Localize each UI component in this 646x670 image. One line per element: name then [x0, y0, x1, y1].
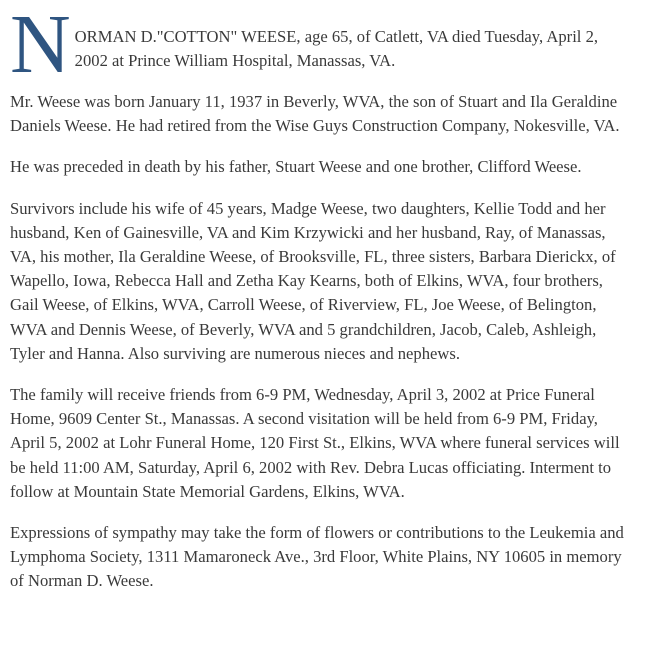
lead-text: ORMAN D."COTTON" WEESE, age 65, of Catlett, VA died Tuesday, April 2, 2002 at Prince William Hospital, Manassas, VA.	[74, 27, 599, 71]
sympathy-paragraph: Expressions of sympathy may take the form of flowers or contributions to the Leukemia and Lymphoma Society, 1311 Mamaroneck Ave., 3rd Floor, White Plains, NY 10605 in memory of Norman D. Weese.	[10, 523, 624, 591]
drop-cap: N	[10, 0, 71, 91]
preceded-paragraph: He was preceded in death by his father, Stuart Weese and one brother, Clifford Weese.	[10, 157, 582, 177]
obituary-article	[10, 0, 632, 611]
lead-paragraph	[10, 0, 632, 91]
services-paragraph: The family will receive friends from 6-9 PM, Wednesday, April 3, 2002 at Price Funeral Home, 9609 Center St., Manassas. A second visitation will be held from 6-9 PM, Friday, April 5, 2002 at Lohr Funeral Home, 120 First St., Elkins, WVA where funeral services will be held 11:00 AM, Saturday, April 6, 2002 with Rev. Debra Lucas officiating. Interment to follow at Mountain State Memorial Gardens, Elkins, WVA.	[10, 385, 620, 501]
survivors-paragraph: Survivors include his wife of 45 years, Madge Weese, two daughters, Kellie Todd and her husband, Ken of Gainesville, VA and Kim Krzywicki and her husband, Ray, of Manassas, VA, his mother, Ila Geraldine Weese, of Brooksville, FL, three sisters, Barbara Dierickx, of Wapello, Iowa, Rebecca Hall and Zetha Kay Kearns, both of Elkins, WVA, four brothers, Gail Weese, of Elkins, WVA, Carroll Weese, of Riverview, FL, Joe Weese, of Belington, WVA and Dennis Weese, of Beverly, WVA and 5 grandchildren, Jacob, Caleb, Ashleigh, Tyler and Hanna. Also surviving are numerous nieces and nephews.	[10, 198, 616, 363]
birth-paragraph: Mr. Weese was born January 11, 1937 in Beverly, WVA, the son of Stuart and Ila Geraldine Daniels Weese. He had retired from the Wise Guys Construction Company, Nokesville, VA.	[10, 92, 620, 136]
